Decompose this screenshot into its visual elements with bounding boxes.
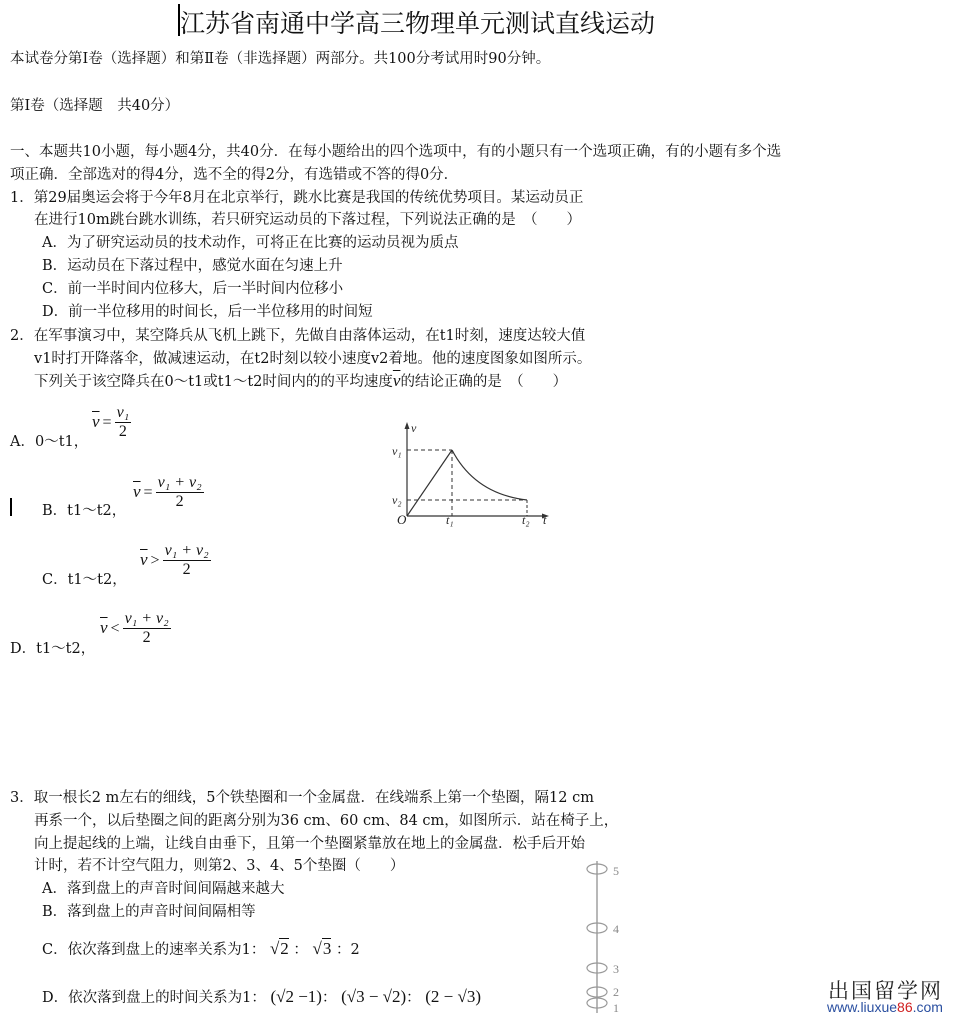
formula-lhs: $\overline{v}$	[92, 412, 100, 431]
q1-stem-line-1: 1．第29届奥运会将于今年8月在北京举行，跳水比赛是我国的传统优势项目。某运动员正	[10, 190, 584, 206]
q3-option-d: D．依次落到盘上的时间关系为1： (√2 −1)： (√3 − √2)： (2 − √3)	[42, 987, 482, 1006]
v1-label: v₁	[392, 444, 402, 458]
q2-option-c-formula	[140, 542, 211, 579]
velocity-time-graph	[385, 418, 555, 530]
numerator: v₁ + v₂	[124, 610, 169, 627]
t-axis-label: t	[543, 513, 547, 527]
formula-relation: =	[143, 484, 153, 501]
fraction	[115, 404, 132, 441]
denominator: 2	[175, 493, 184, 510]
time-ratio-1: (√2 −1)	[270, 987, 322, 1006]
label-3: 3	[613, 962, 619, 976]
section-heading: 第Ⅰ卷（选择题 共40分）	[10, 98, 180, 114]
v-axis-arrow	[405, 422, 410, 429]
fraction	[163, 542, 211, 579]
time-ratio-3: (2 − √3)	[425, 987, 482, 1006]
t2-label: t₂	[522, 513, 530, 527]
text-cursor-2	[10, 498, 12, 516]
q2-stem-line-3	[34, 370, 567, 391]
watermark-logo-text: 出国留学网	[828, 979, 943, 1003]
q1-option-a: A．为了研究运动员的技术动作，可将正在比赛的运动员视为质点	[42, 235, 459, 251]
label-2: 2	[613, 985, 619, 999]
q2-stem-line-1: 2．在军事演习中，某空降兵从飞机上跳下，先做自由落体运动，在t1时刻，速度达较大值	[10, 328, 586, 344]
v2-label: v₂	[392, 493, 402, 507]
q2-option-b-label: B．t1～t2，	[42, 503, 127, 519]
radicand: 2	[280, 939, 289, 958]
instructions-line-1: 一、本题共10小题，每小题4分，共40分．在每小题给出的四个选项中，有的小题只有一个选项正确，有的小题有多个选	[10, 144, 782, 160]
numerator: v₁ + v₂	[157, 474, 202, 491]
q3-stem-line-3: 向上提起线的上端，让线自由垂下，且第一个垫圈紧靠放在地上的金属盘．松手后开始	[34, 836, 585, 852]
q2-option-a-label: A．0～t1，	[10, 434, 89, 450]
label-5: 5	[613, 864, 619, 878]
denominator: 2	[142, 629, 151, 646]
v-bar-symbol: $\overline{v}$	[392, 371, 401, 390]
option-d-text: D．依次落到盘上的时间关系为1：	[42, 990, 266, 1006]
denominator: 2	[118, 423, 127, 440]
sqrt-3: √3	[312, 939, 332, 958]
intro-text: 本试卷分第Ⅰ卷（选择题）和第Ⅱ卷（非选择题）两部分。共100分考试用时90分钟。	[10, 51, 551, 67]
q3-stem-line-4: 计时，若不计空气阻力，则第2、3、4、5个垫圈（ ）	[34, 858, 405, 874]
q2-option-b-formula	[133, 474, 204, 511]
numerator: v₁	[116, 404, 130, 421]
label-4: 4	[613, 922, 619, 936]
q3-option-b: B．落到盘上的声音时间间隔相等	[42, 904, 256, 920]
fraction	[156, 474, 204, 511]
q2-stem-3a: 下列关于该空降兵在0～t1或t1～t2时间内的的平均速度	[34, 374, 393, 390]
url-prefix: www.liuxue	[827, 999, 898, 1015]
q3-stem-line-2: 再系一个，以后垫圈之间的距离分别为36 cm、60 cm、84 cm，如图所示．站在椅子上，	[34, 813, 619, 829]
label-1: 1	[613, 1001, 619, 1015]
q1-option-d: D．前一半位移用的时间长，后一半位移用的时间短	[42, 304, 373, 320]
t1-label: t₁	[446, 513, 454, 527]
decel-curve	[452, 450, 527, 500]
q2-option-d-label: D．t1～t2，	[10, 641, 96, 657]
fraction	[123, 610, 171, 647]
sqrt-2: √2	[269, 939, 289, 958]
q2-option-d-formula	[100, 610, 171, 647]
numerator: v₁ + v₂	[164, 542, 209, 559]
formula-lhs: $\overline{v}$	[140, 550, 148, 569]
origin-label: O	[397, 512, 407, 527]
q1-stem-line-2: 在进行10m跳台跳水训练，若只研究运动员的下落过程，下列说法正确的是 （ ）	[34, 212, 581, 228]
accel-line	[407, 450, 452, 516]
instructions-line-2: 项正确．全部选对的得4分，选不全的得2分，有选错或不答的得0分．	[10, 167, 459, 183]
radicand: 3	[322, 939, 332, 958]
formula-relation: >	[150, 552, 160, 569]
q3-option-a: A．落到盘上的声音时间间隔越来越大	[42, 881, 285, 897]
q3-stem-line-1: 3．取一根长2 m左右的细线，5个铁垫圈和一个金属盘．在线端系上第一个垫圈，隔12 cm	[10, 790, 594, 806]
q2-option-c-label: C．t1～t2，	[42, 572, 127, 588]
q1-option-c: C．前一半时间内位移大，后一半时间内位移小	[42, 281, 344, 297]
watermark-url	[827, 999, 943, 1015]
denominator: 2	[182, 561, 191, 578]
v-axis-label: v	[411, 421, 417, 435]
q3-option-c: C．依次落到盘上的速率关系为1： √2 ： √3 ：2	[42, 939, 360, 958]
value-2: 2	[350, 942, 360, 958]
washer-string-figure	[575, 855, 635, 1015]
q1-option-b: B．运动员在下落过程中，感觉水面在匀速上升	[42, 258, 343, 274]
document-title: 江苏省南通中学高三物理单元测试直线运动	[180, 9, 656, 38]
q2-stem-3b: 的结论正确的是 （ ）	[400, 374, 568, 390]
url-accent: 86	[897, 999, 913, 1015]
formula-relation: =	[102, 414, 112, 431]
formula-lhs: $\overline{v}$	[133, 482, 141, 501]
q2-option-a-formula	[92, 404, 131, 441]
formula-relation: <	[110, 620, 120, 637]
formula-lhs: $\overline{v}$	[100, 618, 108, 637]
time-ratio-2: (√3 − √2)	[341, 987, 407, 1006]
url-suffix: .com	[912, 999, 943, 1015]
option-c-text: C．依次落到盘上的速率关系为1：	[42, 942, 266, 958]
q2-stem-line-2: v1时打开降落伞，做减速运动，在t2时刻以较小速度v2着地。他的速度图象如图所示。	[34, 351, 592, 367]
